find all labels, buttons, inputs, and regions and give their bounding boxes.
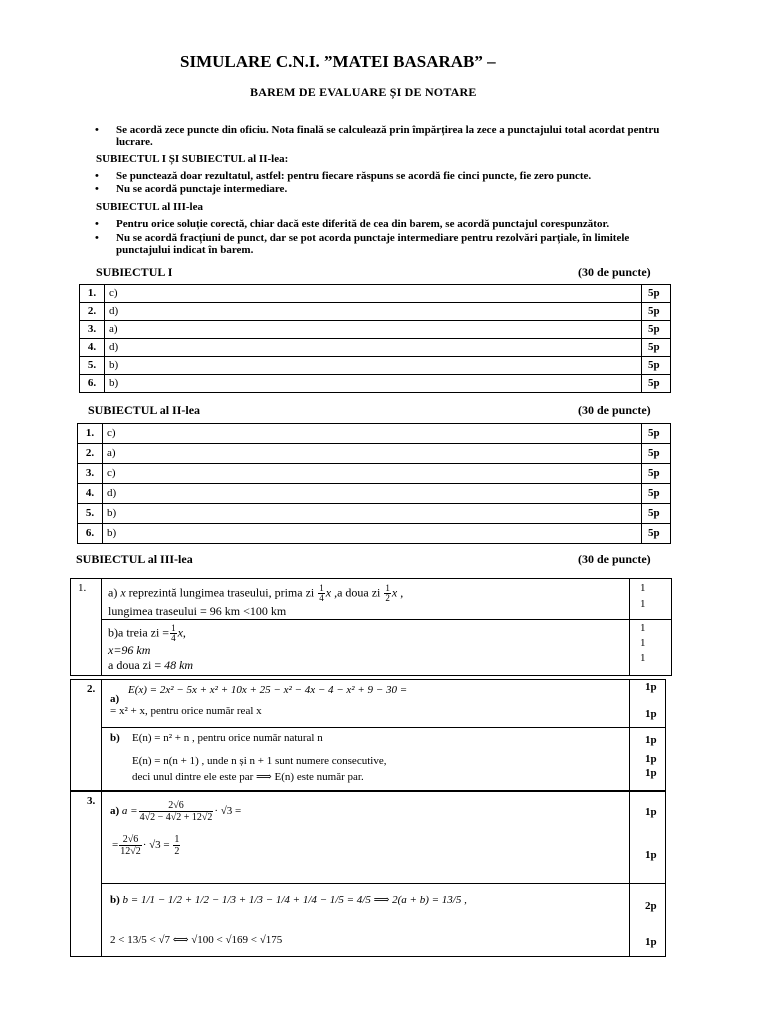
problem-3b-line2: 2 < 13/5 < √7 ⟺ √100 < √169 < √175 bbox=[110, 934, 283, 946]
answer-choice: b) bbox=[103, 524, 642, 544]
problem-2b-line1: E(n) = n² + n , pentru orice număr natural n bbox=[132, 732, 323, 744]
problem-2a-points: 1p bbox=[645, 681, 657, 693]
answer-choice: d) bbox=[103, 484, 642, 504]
answer-number: 1. bbox=[80, 285, 105, 303]
problem-3a-points: 1p bbox=[645, 849, 657, 861]
problem-1a-points: 1 bbox=[640, 582, 646, 594]
problem-1b-line2: x=96 km bbox=[108, 643, 151, 657]
bullet-icon: • bbox=[95, 170, 99, 182]
problem-2b-points: 1p bbox=[645, 734, 657, 746]
problem-1a-line2: lungimea traseului = 96 km <100 km bbox=[108, 604, 287, 618]
row-divider bbox=[101, 727, 666, 728]
answer-row bbox=[78, 524, 671, 544]
answer-points: 5p bbox=[642, 464, 671, 484]
instruction-bullet: • Pentru orice soluție corectă, chiar dacă este diferită de cea din barem, se acordă punctajul corespunzător. bbox=[95, 218, 610, 230]
row-divider bbox=[101, 619, 671, 620]
answer-choice: b) bbox=[105, 357, 642, 375]
answer-points: 5p bbox=[642, 303, 671, 321]
problem-2a-label: a) bbox=[110, 693, 120, 705]
answer-points: 5p bbox=[642, 504, 671, 524]
problem-1b-points: 1 bbox=[640, 622, 646, 634]
problem-1a-line1: a) x reprezintă lungimea traseului, prima zi $\frac{1}{4}$ x ,a doua zi $\frac{1}{2}$ x , bbox=[108, 583, 404, 603]
answer-row bbox=[80, 321, 671, 339]
document-title: SIMULARE C.N.I. ”MATEI BASARAB” – bbox=[180, 52, 496, 71]
answer-choice: d) bbox=[105, 303, 642, 321]
answer-number: 2. bbox=[78, 444, 103, 464]
problem-1b-line1: b)a treia zi = $\frac{1}{4}$ x, bbox=[108, 623, 186, 643]
instruction-heading: SUBIECTUL I ȘI SUBIECTUL al II-lea: bbox=[96, 153, 289, 165]
section-title: SUBIECTUL al III-lea bbox=[76, 552, 193, 566]
answer-row bbox=[80, 339, 671, 357]
problem-2b-line3: deci unul dintre ele este par ⟹ E(n) este număr par. bbox=[132, 771, 364, 783]
answer-number: 1. bbox=[78, 424, 103, 444]
section-points: (30 de puncte) bbox=[578, 403, 651, 417]
answer-row bbox=[78, 444, 671, 464]
problem-2b-points: 1p bbox=[645, 753, 657, 765]
column-divider bbox=[101, 791, 102, 957]
answer-row bbox=[80, 303, 671, 321]
answer-number: 2. bbox=[80, 303, 105, 321]
instruction-bullet: • Se punctează doar rezultatul, astfel: pentru fiecare răspuns se acordă fie cinci puncte, fie zero puncte. bbox=[95, 170, 592, 182]
problem-3b-line1: b) b = 1/1 − 1/2 + 1/2 − 1/3 + 1/3 − 1/4 + 1/4 − 1/5 = 4/5 ⟹ 2(a + b) = 13/5 , bbox=[110, 894, 467, 906]
answer-points: 5p bbox=[642, 285, 671, 303]
problem-3b-points: 1p bbox=[645, 936, 657, 948]
problem-3b-points: 2p bbox=[645, 900, 657, 912]
answer-points: 5p bbox=[642, 375, 671, 393]
problem-number: 2. bbox=[87, 683, 96, 695]
answer-choice: b) bbox=[103, 504, 642, 524]
answer-choice: d) bbox=[105, 339, 642, 357]
answer-choice: a) bbox=[105, 321, 642, 339]
answer-points: 5p bbox=[642, 484, 671, 504]
problem-3a-line1: a) a = $\frac{2√6}{4√2 - 4√2 + 12√2}$ · √3 = bbox=[110, 800, 242, 823]
answer-choice: c) bbox=[105, 285, 642, 303]
answer-points: 5p bbox=[642, 524, 671, 544]
column-divider bbox=[101, 578, 102, 676]
problem-1a-points: 1 bbox=[640, 598, 646, 610]
answer-choice: c) bbox=[103, 464, 642, 484]
section-points: (30 de puncte) bbox=[578, 552, 651, 566]
problem-1b-points: 1 bbox=[640, 652, 646, 664]
answer-number: 3. bbox=[78, 464, 103, 484]
problem-3a-points: 1p bbox=[645, 806, 657, 818]
answer-row bbox=[78, 504, 671, 524]
problem-number: 1. bbox=[78, 582, 87, 594]
bullet-icon: • bbox=[95, 183, 99, 195]
instruction-bullet: • Nu se acordă fracțiuni de punct, dar se pot acorda punctaje intermediare pentru rezolvări parțiale, în limitele punctajului indicat în barem. bbox=[95, 232, 630, 256]
problem-3a-line2: = $\frac{2√6}{12√2}$ · √3 = $\frac{1}{2}$ bbox=[112, 834, 180, 857]
column-divider bbox=[629, 578, 630, 676]
answer-points: 5p bbox=[642, 444, 671, 464]
bullet-icon: • bbox=[95, 218, 99, 230]
answer-choice: b) bbox=[105, 375, 642, 393]
answer-number: 6. bbox=[80, 375, 105, 393]
answer-number: 6. bbox=[78, 524, 103, 544]
answer-number: 4. bbox=[78, 484, 103, 504]
answer-choice: c) bbox=[103, 424, 642, 444]
instruction-bullet: • Se acordă zece puncte din oficiu. Nota finală se calculează prin împărțirea la zece a punctajului total acordat pentru lucrare. bbox=[95, 124, 660, 148]
answer-row bbox=[80, 285, 671, 303]
bullet-icon: • bbox=[95, 232, 99, 244]
answer-number: 3. bbox=[80, 321, 105, 339]
column-divider bbox=[629, 679, 630, 791]
problem-1b-line3: a doua zi = 48 km bbox=[108, 658, 194, 672]
answer-choice: a) bbox=[103, 444, 642, 464]
answer-table-1 bbox=[79, 284, 671, 393]
problem-1b-points: 1 bbox=[640, 637, 646, 649]
answer-table-2 bbox=[77, 423, 671, 544]
answer-number: 5. bbox=[78, 504, 103, 524]
problem-number: 3. bbox=[87, 795, 96, 807]
problem-2a-line1: E(x) = 2x² − 5x + x² + 10x + 25 − x² − 4x − 4 − x² + 9 − 30 = bbox=[128, 684, 408, 696]
instruction-heading: SUBIECTUL al III-lea bbox=[96, 201, 203, 213]
section-title: SUBIECTUL al II-lea bbox=[88, 403, 201, 417]
section-title: SUBIECTUL I bbox=[96, 265, 173, 279]
bullet-icon: • bbox=[95, 124, 99, 136]
answer-points: 5p bbox=[642, 339, 671, 357]
answer-row bbox=[78, 464, 671, 484]
problem-2a-points: 1p bbox=[645, 708, 657, 720]
instruction-bullet: • Nu se acordă punctaje intermediare. bbox=[95, 183, 288, 195]
answer-row bbox=[78, 424, 671, 444]
problem-2b-line2: E(n) = n(n + 1) , unde n și n + 1 sunt numere consecutive, bbox=[132, 755, 387, 767]
section-points: (30 de puncte) bbox=[578, 265, 651, 279]
column-divider bbox=[101, 679, 102, 791]
answer-row bbox=[80, 357, 671, 375]
row-divider bbox=[101, 883, 666, 884]
answer-points: 5p bbox=[642, 321, 671, 339]
answer-row bbox=[78, 484, 671, 504]
answer-points: 5p bbox=[642, 357, 671, 375]
answer-number: 5. bbox=[80, 357, 105, 375]
answer-number: 4. bbox=[80, 339, 105, 357]
problem-2b-points: 1p bbox=[645, 767, 657, 779]
answer-points: 5p bbox=[642, 424, 671, 444]
answer-row bbox=[80, 375, 671, 393]
problem-2a-line2: = x² + x, pentru orice număr real x bbox=[110, 705, 262, 717]
column-divider bbox=[629, 791, 630, 957]
problem-2b-label: b) bbox=[110, 732, 120, 744]
document-subtitle: BAREM DE EVALUARE ȘI DE NOTARE bbox=[250, 85, 477, 99]
